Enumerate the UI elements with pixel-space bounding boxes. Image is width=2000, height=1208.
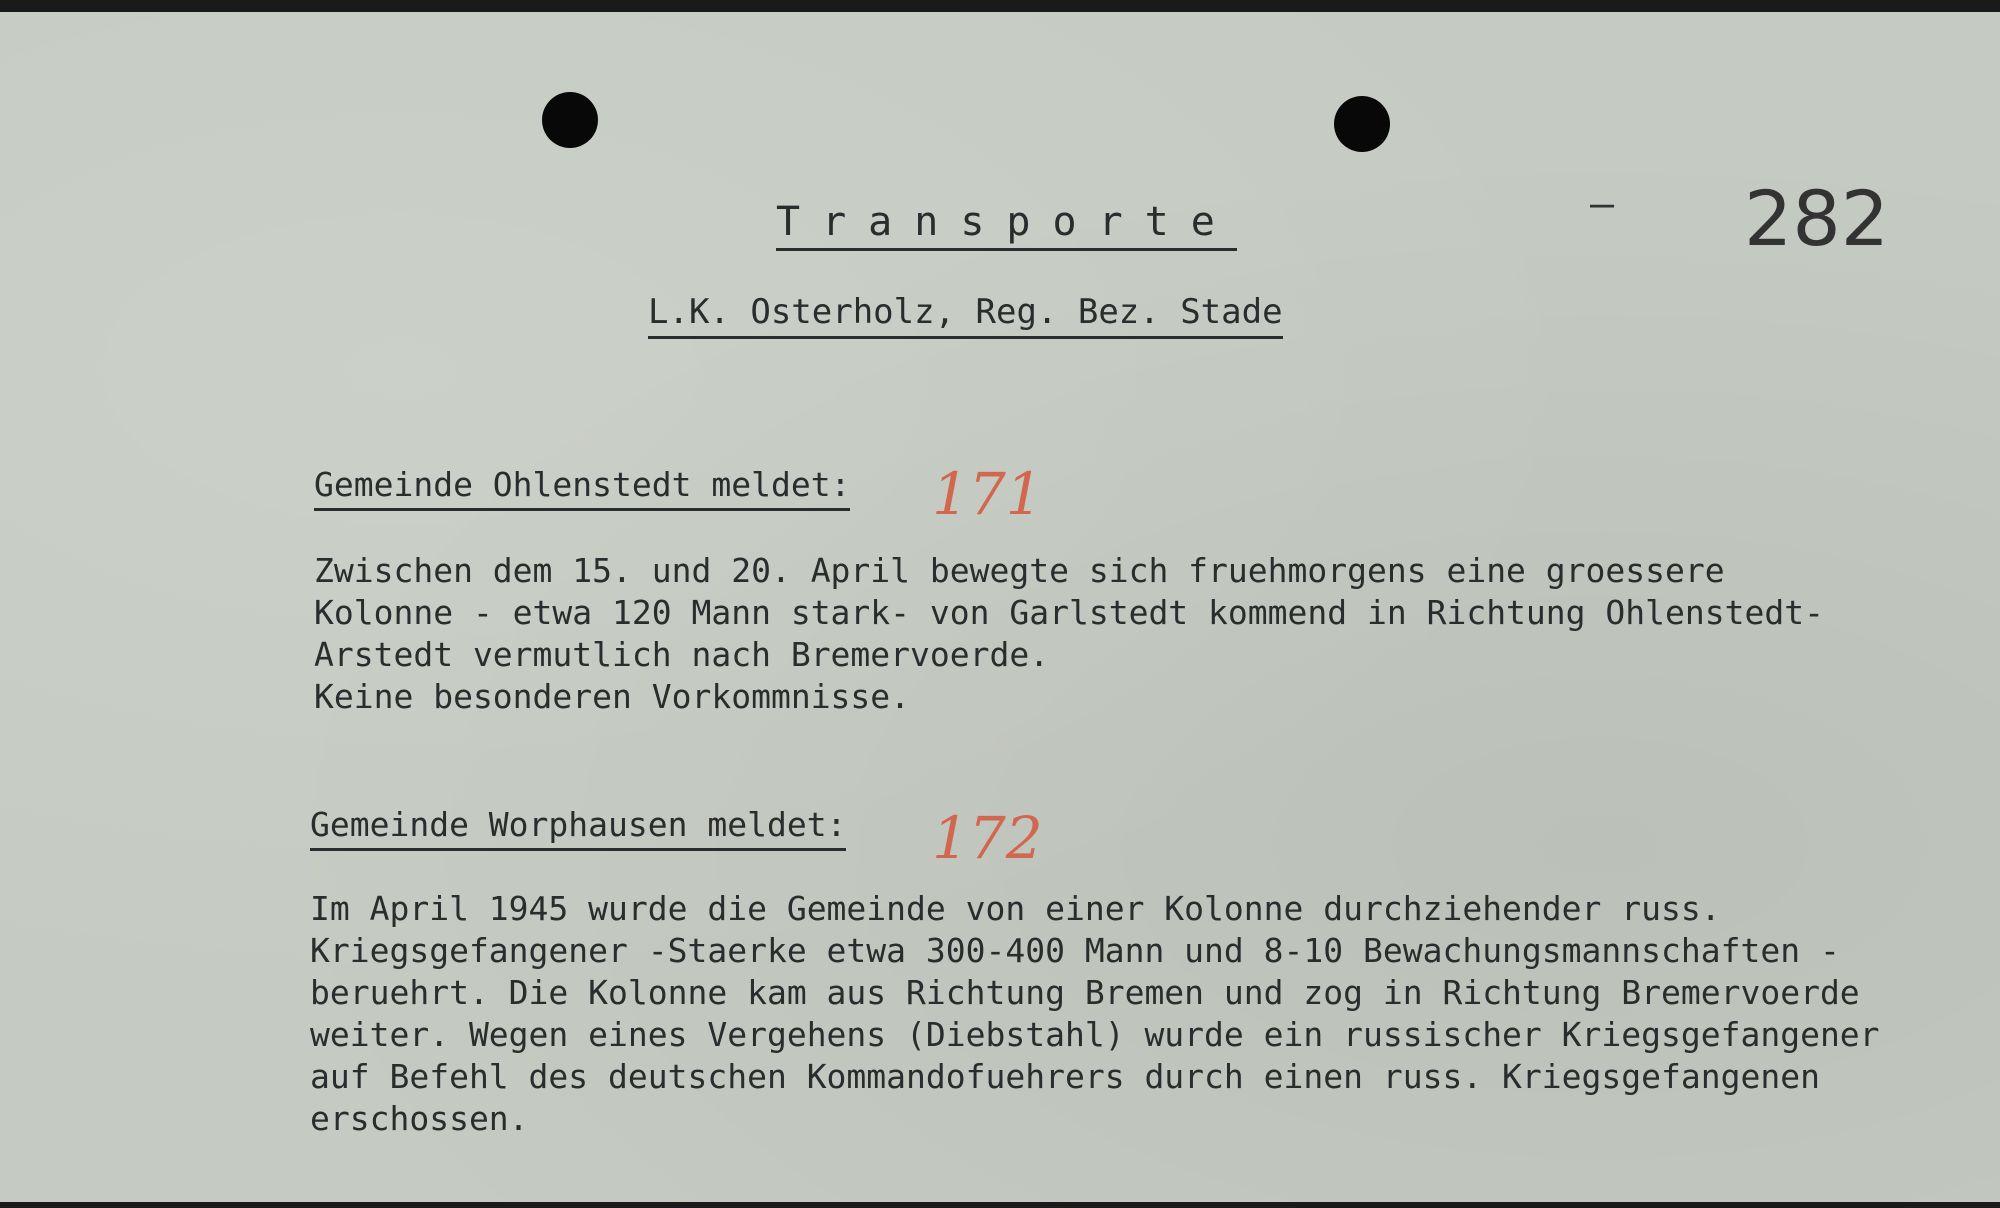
- body-line: auf Befehl des deutschen Kommandofuehrers durch einen russ. Kriegsgefangenen: [310, 1057, 1820, 1096]
- document-sheet: [0, 12, 2000, 1202]
- document-title: Transporte: [776, 198, 1237, 251]
- annotation-number-172: 172: [932, 804, 1043, 872]
- body-line: Kriegsgefangener -Staerke etwa 300-400 Mann und 8-10 Bewachungsmannschaften -: [310, 931, 1840, 970]
- section-heading-ohlenstedt: Gemeinde Ohlenstedt meldet:: [314, 464, 850, 511]
- body-line: Zwischen dem 15. und 20. April bewegte sich fruehmorgens eine groessere: [314, 551, 1725, 590]
- section-body-worphausen: [310, 888, 1880, 1140]
- page-number: 282: [1744, 174, 1890, 263]
- body-line: Im April 1945 wurde die Gemeinde von einer Kolonne durchziehender russ.: [310, 889, 1721, 928]
- document-subtitle: L.K. Osterholz, Reg. Bez. Stade: [648, 290, 1283, 339]
- body-line: erschossen.: [310, 1099, 529, 1138]
- body-line: Keine besonderen Vorkommnisse.: [314, 677, 911, 716]
- section-body-ohlenstedt: [314, 550, 1824, 718]
- body-line: Arstedt vermutlich nach Bremervoerde.: [314, 635, 1050, 674]
- section-heading-worphausen: Gemeinde Worphausen meldet:: [310, 804, 846, 851]
- annotation-number-171: 171: [932, 460, 1043, 528]
- body-line: Kolonne - etwa 120 Mann stark- von Garlstedt kommend in Richtung Ohlenstedt-: [314, 593, 1824, 632]
- punch-hole-right-icon: [1334, 96, 1390, 152]
- body-line: beruehrt. Die Kolonne kam aus Richtung Bremen und zog in Richtung Bremervoerde: [310, 973, 1860, 1012]
- corner-mark: –: [1590, 181, 1615, 227]
- body-line: weiter. Wegen eines Vergehens (Diebstahl) wurde ein russischer Kriegsgefangener: [310, 1015, 1880, 1054]
- punch-hole-left-icon: [542, 92, 598, 148]
